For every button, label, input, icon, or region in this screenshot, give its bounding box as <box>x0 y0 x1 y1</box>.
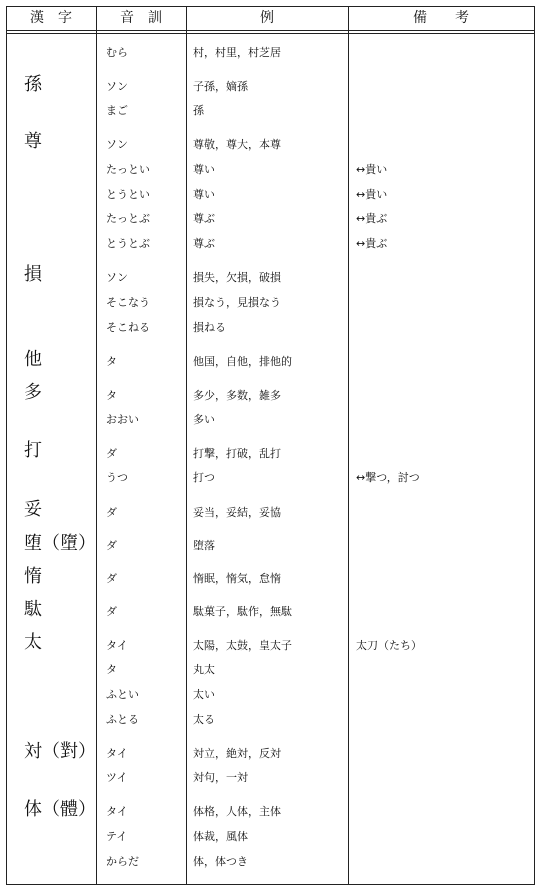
example-cell: 太い <box>193 688 215 701</box>
kanji-cell: 堕（墮） <box>24 533 96 554</box>
reading-cell: おおい <box>106 413 139 426</box>
note-cell: ↔撃つ，討つ <box>356 471 420 484</box>
reading-cell: むら <box>106 46 128 59</box>
column-divider-3 <box>348 6 349 884</box>
column-divider-2 <box>186 6 187 884</box>
header-divider-double <box>6 33 535 34</box>
reading-cell: タ <box>106 355 117 368</box>
reading-cell: タ <box>106 389 117 402</box>
example-cell: 体裁，風体 <box>193 830 248 843</box>
note-cell: ↔貴ぶ <box>356 237 388 250</box>
example-cell: 駄菓子，駄作，無駄 <box>193 605 292 618</box>
reading-cell: テイ <box>106 830 128 843</box>
reading-cell: タイ <box>106 639 128 652</box>
table-border-right <box>534 6 535 884</box>
reading-cell: うつ <box>106 471 128 484</box>
kanji-cell: 惰 <box>24 566 42 587</box>
example-cell: 村，村里，村芝居 <box>193 46 281 59</box>
example-cell: 体格，人体，主体 <box>193 805 281 818</box>
example-cell: 尊敬，尊大，本尊 <box>193 138 281 151</box>
example-cell: 打つ <box>193 471 215 484</box>
note-cell: ↔貴い <box>356 163 388 176</box>
reading-cell: からだ <box>106 855 139 868</box>
kanji-cell: 打 <box>24 440 42 461</box>
note-cell: 太刀（たち） <box>356 639 422 652</box>
header-kanji: 漢 字 <box>30 10 72 26</box>
header-note: 備 考 <box>413 10 469 26</box>
kanji-cell: 損 <box>24 264 42 285</box>
example-cell: 体，体つき <box>193 855 248 868</box>
reading-cell: タイ <box>106 805 128 818</box>
reading-cell: タイ <box>106 747 128 760</box>
kanji-cell: 他 <box>24 349 42 370</box>
example-cell: 多少，多数，雑多 <box>193 389 281 402</box>
reading-cell: ふとる <box>106 713 139 726</box>
reading-cell: ダ <box>106 605 117 618</box>
reading-cell: とうとぶ <box>106 237 150 250</box>
kanji-cell: 太 <box>24 632 42 653</box>
example-cell: 堕落 <box>193 539 215 552</box>
example-cell: 孫 <box>193 104 204 117</box>
kanji-cell: 妥 <box>24 499 42 520</box>
example-cell: 子孫，嫡孫 <box>193 80 248 93</box>
example-cell: 太陽，太鼓，皇太子 <box>193 639 292 652</box>
example-cell: 丸太 <box>193 663 215 676</box>
example-cell: 尊い <box>193 163 215 176</box>
note-cell: ↔貴い <box>356 188 388 201</box>
kanji-cell: 体（體） <box>24 799 96 820</box>
kanji-cell: 尊 <box>24 131 42 152</box>
column-divider-1 <box>96 6 97 884</box>
reading-cell: ソン <box>106 138 128 151</box>
reading-cell: ソン <box>106 80 128 93</box>
example-cell: 妥当，妥結，妥協 <box>193 506 281 519</box>
kanji-cell: 多 <box>24 382 42 403</box>
header-divider <box>6 30 535 31</box>
note-cell: ↔貴ぶ <box>356 212 388 225</box>
example-cell: 打撃，打破，乱打 <box>193 447 281 460</box>
reading-cell: タ <box>106 663 117 676</box>
reading-cell: たっとい <box>106 163 150 176</box>
example-cell: 対句，一対 <box>193 771 248 784</box>
reading-cell: ダ <box>106 447 117 460</box>
reading-cell: ダ <box>106 572 117 585</box>
reading-cell: ダ <box>106 539 117 552</box>
reading-cell: ツイ <box>106 771 128 784</box>
kanji-cell: 駄 <box>24 599 42 620</box>
reading-cell: ダ <box>106 506 117 519</box>
reading-cell: たっとぶ <box>106 212 150 225</box>
reading-cell: ソン <box>106 271 128 284</box>
reading-cell: ふとい <box>106 688 139 701</box>
example-cell: 惰眠，惰気，怠惰 <box>193 572 281 585</box>
example-cell: 多い <box>193 413 215 426</box>
example-cell: 尊い <box>193 188 215 201</box>
reading-cell: そこねる <box>106 321 150 334</box>
reading-cell: まご <box>106 104 128 117</box>
table-border-left <box>6 6 7 884</box>
example-cell: 尊ぶ <box>193 237 215 250</box>
example-cell: 損ねる <box>193 321 226 334</box>
example-cell: 対立，絶対，反対 <box>193 747 281 760</box>
example-cell: 太る <box>193 713 215 726</box>
kanji-cell: 対（對） <box>24 741 96 762</box>
header-reading: 音 訓 <box>120 10 162 26</box>
reading-cell: とうとい <box>106 188 150 201</box>
header-example: 例 <box>260 10 274 26</box>
example-cell: 損なう，見損なう <box>193 296 281 309</box>
example-cell: 損失，欠損，破損 <box>193 271 281 284</box>
kanji-cell: 孫 <box>24 74 42 95</box>
reading-cell: そこなう <box>106 296 150 309</box>
example-cell: 他国，自他，排他的 <box>193 355 292 368</box>
example-cell: 尊ぶ <box>193 212 215 225</box>
table-border-bottom <box>6 884 535 885</box>
